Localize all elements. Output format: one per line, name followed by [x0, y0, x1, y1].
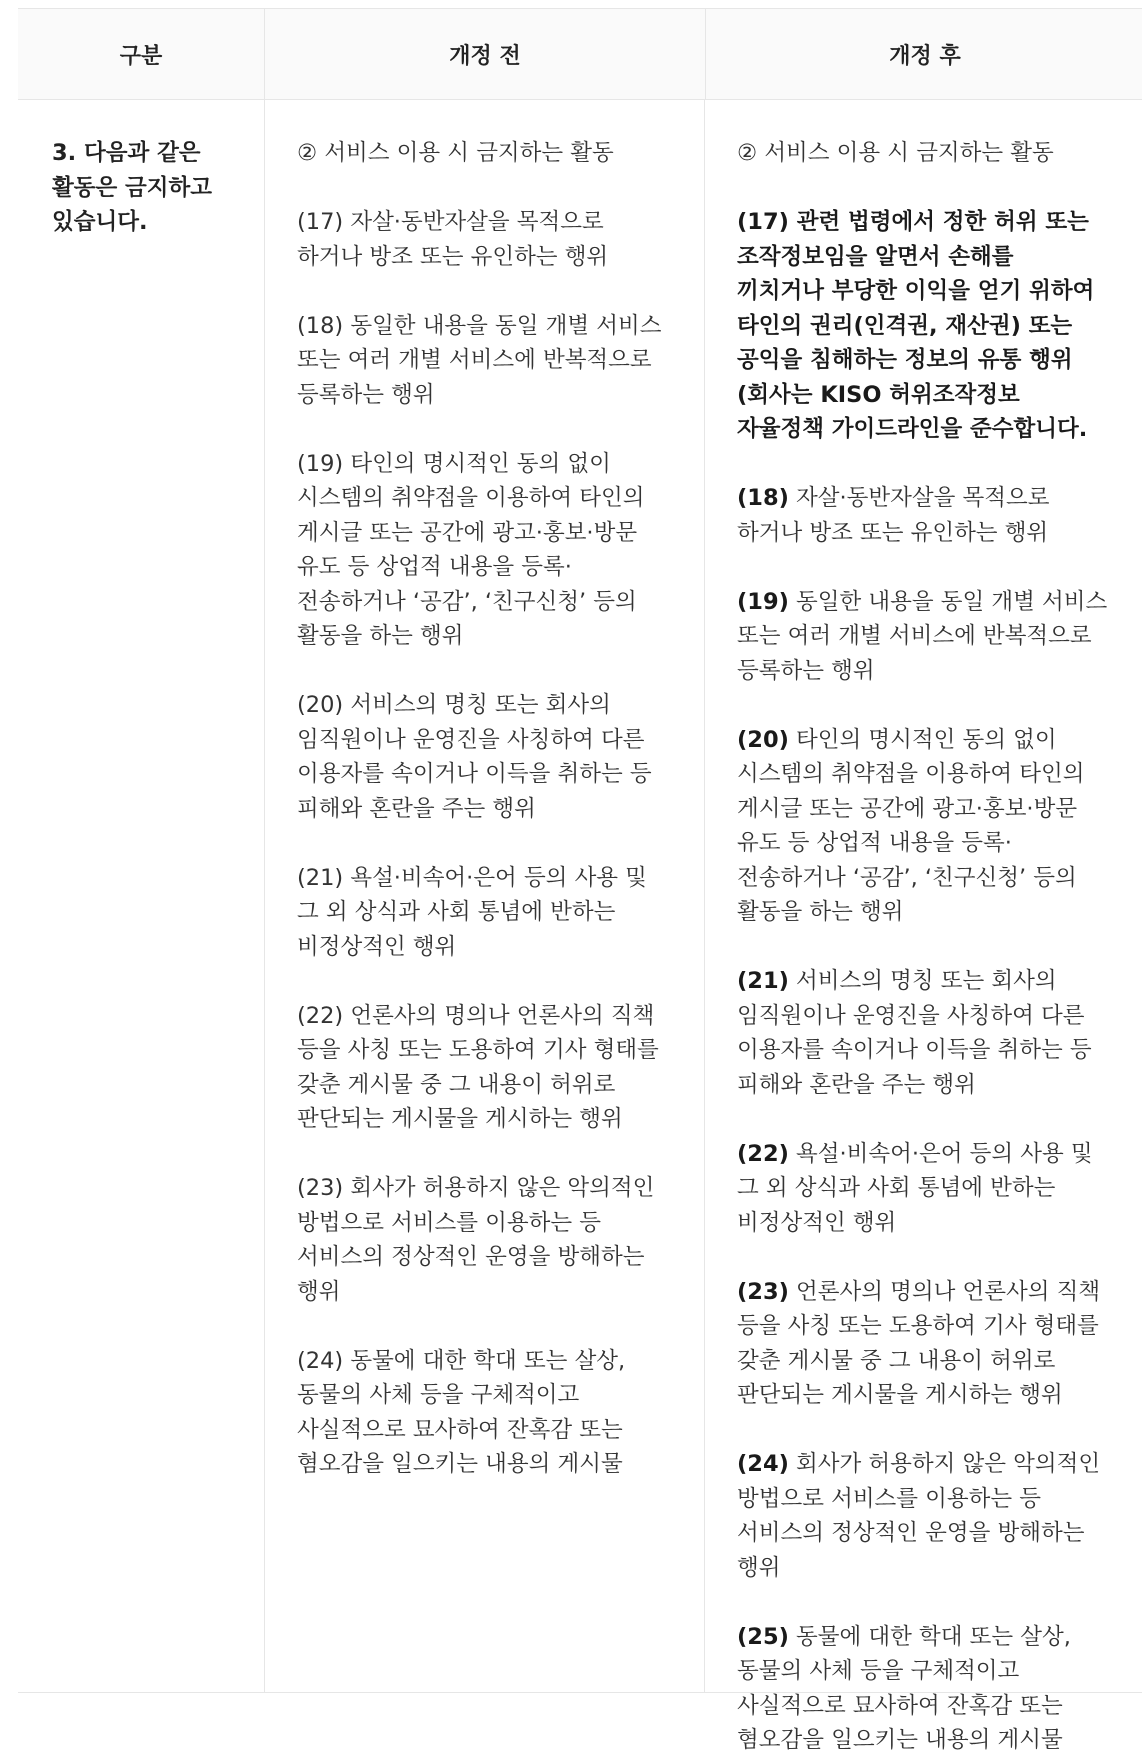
after-cell [704, 100, 1142, 1753]
after-item: (25) 동물에 대한 학대 또는 살상, 동물의 사체 등을 구체적이고 사실적으로 묘사하여 잔혹감 또는 혐오감을 일으키는 내용의 게시물 [737, 1623, 1071, 1753]
header-after: 개정 후 [705, 9, 1142, 99]
before-cell [264, 100, 704, 1692]
before-item: (17) 자살·동반자살을 목적으로 하거나 방조 또는 유인하는 행위 [297, 209, 609, 270]
before-item: (19) 타인의 명시적인 동의 없이 시스템의 취약점을 이용하여 타인의 게시글 또는 공간에 광고·홍보·방문 유도 등 상업적 내용을 등록·전송하거나 ‘공감’, ‘친구신청’ 등의 활동을 하는 행위 [297, 450, 645, 649]
after-new-item: (17) 관련 법령에서 정한 허위 또는 조작정보임을 알면서 손해를 끼치거나 부당한 이익을 얻기 위하여 타인의 권리(인격권, 재산권) 또는 공익을 침해하는 정보의 유통 행위(회사는 KISO 허위조작정보 자율정책 가이드라인을 준수합니다. [737, 209, 1095, 442]
table-row [18, 100, 1142, 1753]
category-cell: 3. 다음과 같은 활동은 금지하고 있습니다. [52, 140, 212, 235]
after-item: (22) 욕설·비속어·은어 등의 사용 및 그 외 상식과 사회 통념에 반하는 비정상적인 행위 [737, 1140, 1093, 1236]
after-item: (19) 동일한 내용을 동일 개별 서비스 또는 여러 개별 서비스에 반복적으로 등록하는 행위 [737, 588, 1108, 684]
after-item: (20) 타인의 명시적인 동의 없이 시스템의 취약점을 이용하여 타인의 게시글 또는 공간에 광고·홍보·방문 유도 등 상업적 내용을 등록·전송하거나 ‘공감’, ‘친구신청’ 등의 활동을 하는 행위 [737, 726, 1085, 925]
before-intro: ② 서비스 이용 시 금지하는 활동 [297, 140, 614, 166]
before-item: (20) 서비스의 명칭 또는 회사의 임직원이나 운영진을 사칭하여 다른 이용자를 속이거나 이득을 취하는 등 피해와 혼란을 주는 행위 [297, 692, 652, 822]
before-item: (22) 언론사의 명의나 언론사의 직책 등을 사칭 또는 도용하여 기사 형태를 갖춘 게시물 중 그 내용이 허위로 판단되는 게시물을 게시하는 행위 [297, 1002, 659, 1132]
header-before: 개정 전 [264, 9, 705, 99]
revision-comparison-table [18, 8, 1142, 1753]
after-item: (21) 서비스의 명칭 또는 회사의 임직원이나 운영진을 사칭하여 다른 이용자를 속이거나 이득을 취하는 등 피해와 혼란을 주는 행위 [737, 968, 1092, 1098]
before-item: (24) 동물에 대한 학대 또는 살상, 동물의 사체 등을 구체적이고 사실적으로 묘사하여 잔혹감 또는 혐오감을 일으키는 내용의 게시물 [297, 1347, 626, 1477]
table-header-row [18, 9, 1142, 100]
after-item: (24) 회사가 허용하지 않은 악의적인 방법으로 서비스를 이용하는 등 서비스의 정상적인 운영을 방해하는 행위 [737, 1451, 1101, 1581]
before-item: (21) 욕설·비속어·은어 등의 사용 및 그 외 상식과 사회 통념에 반하는 비정상적인 행위 [297, 864, 647, 960]
after-item: (23) 언론사의 명의나 언론사의 직책 등을 사칭 또는 도용하여 기사 형태를 갖춘 게시물 중 그 내용이 허위로 판단되는 게시물을 게시하는 행위 [737, 1278, 1101, 1408]
before-item: (18) 동일한 내용을 동일 개별 서비스 또는 여러 개별 서비스에 반복적으로 등록하는 행위 [297, 312, 662, 408]
header-category: 구분 [119, 43, 163, 69]
after-item: (18) 자살·동반자살을 목적으로 하거나 방조 또는 유인하는 행위 [737, 485, 1050, 546]
before-item: (23) 회사가 허용하지 않은 악의적인 방법으로 서비스를 이용하는 등 서비스의 정상적인 운영을 방해하는 행위 [297, 1175, 655, 1305]
after-intro: ② 서비스 이용 시 금지하는 활동 [737, 140, 1054, 166]
